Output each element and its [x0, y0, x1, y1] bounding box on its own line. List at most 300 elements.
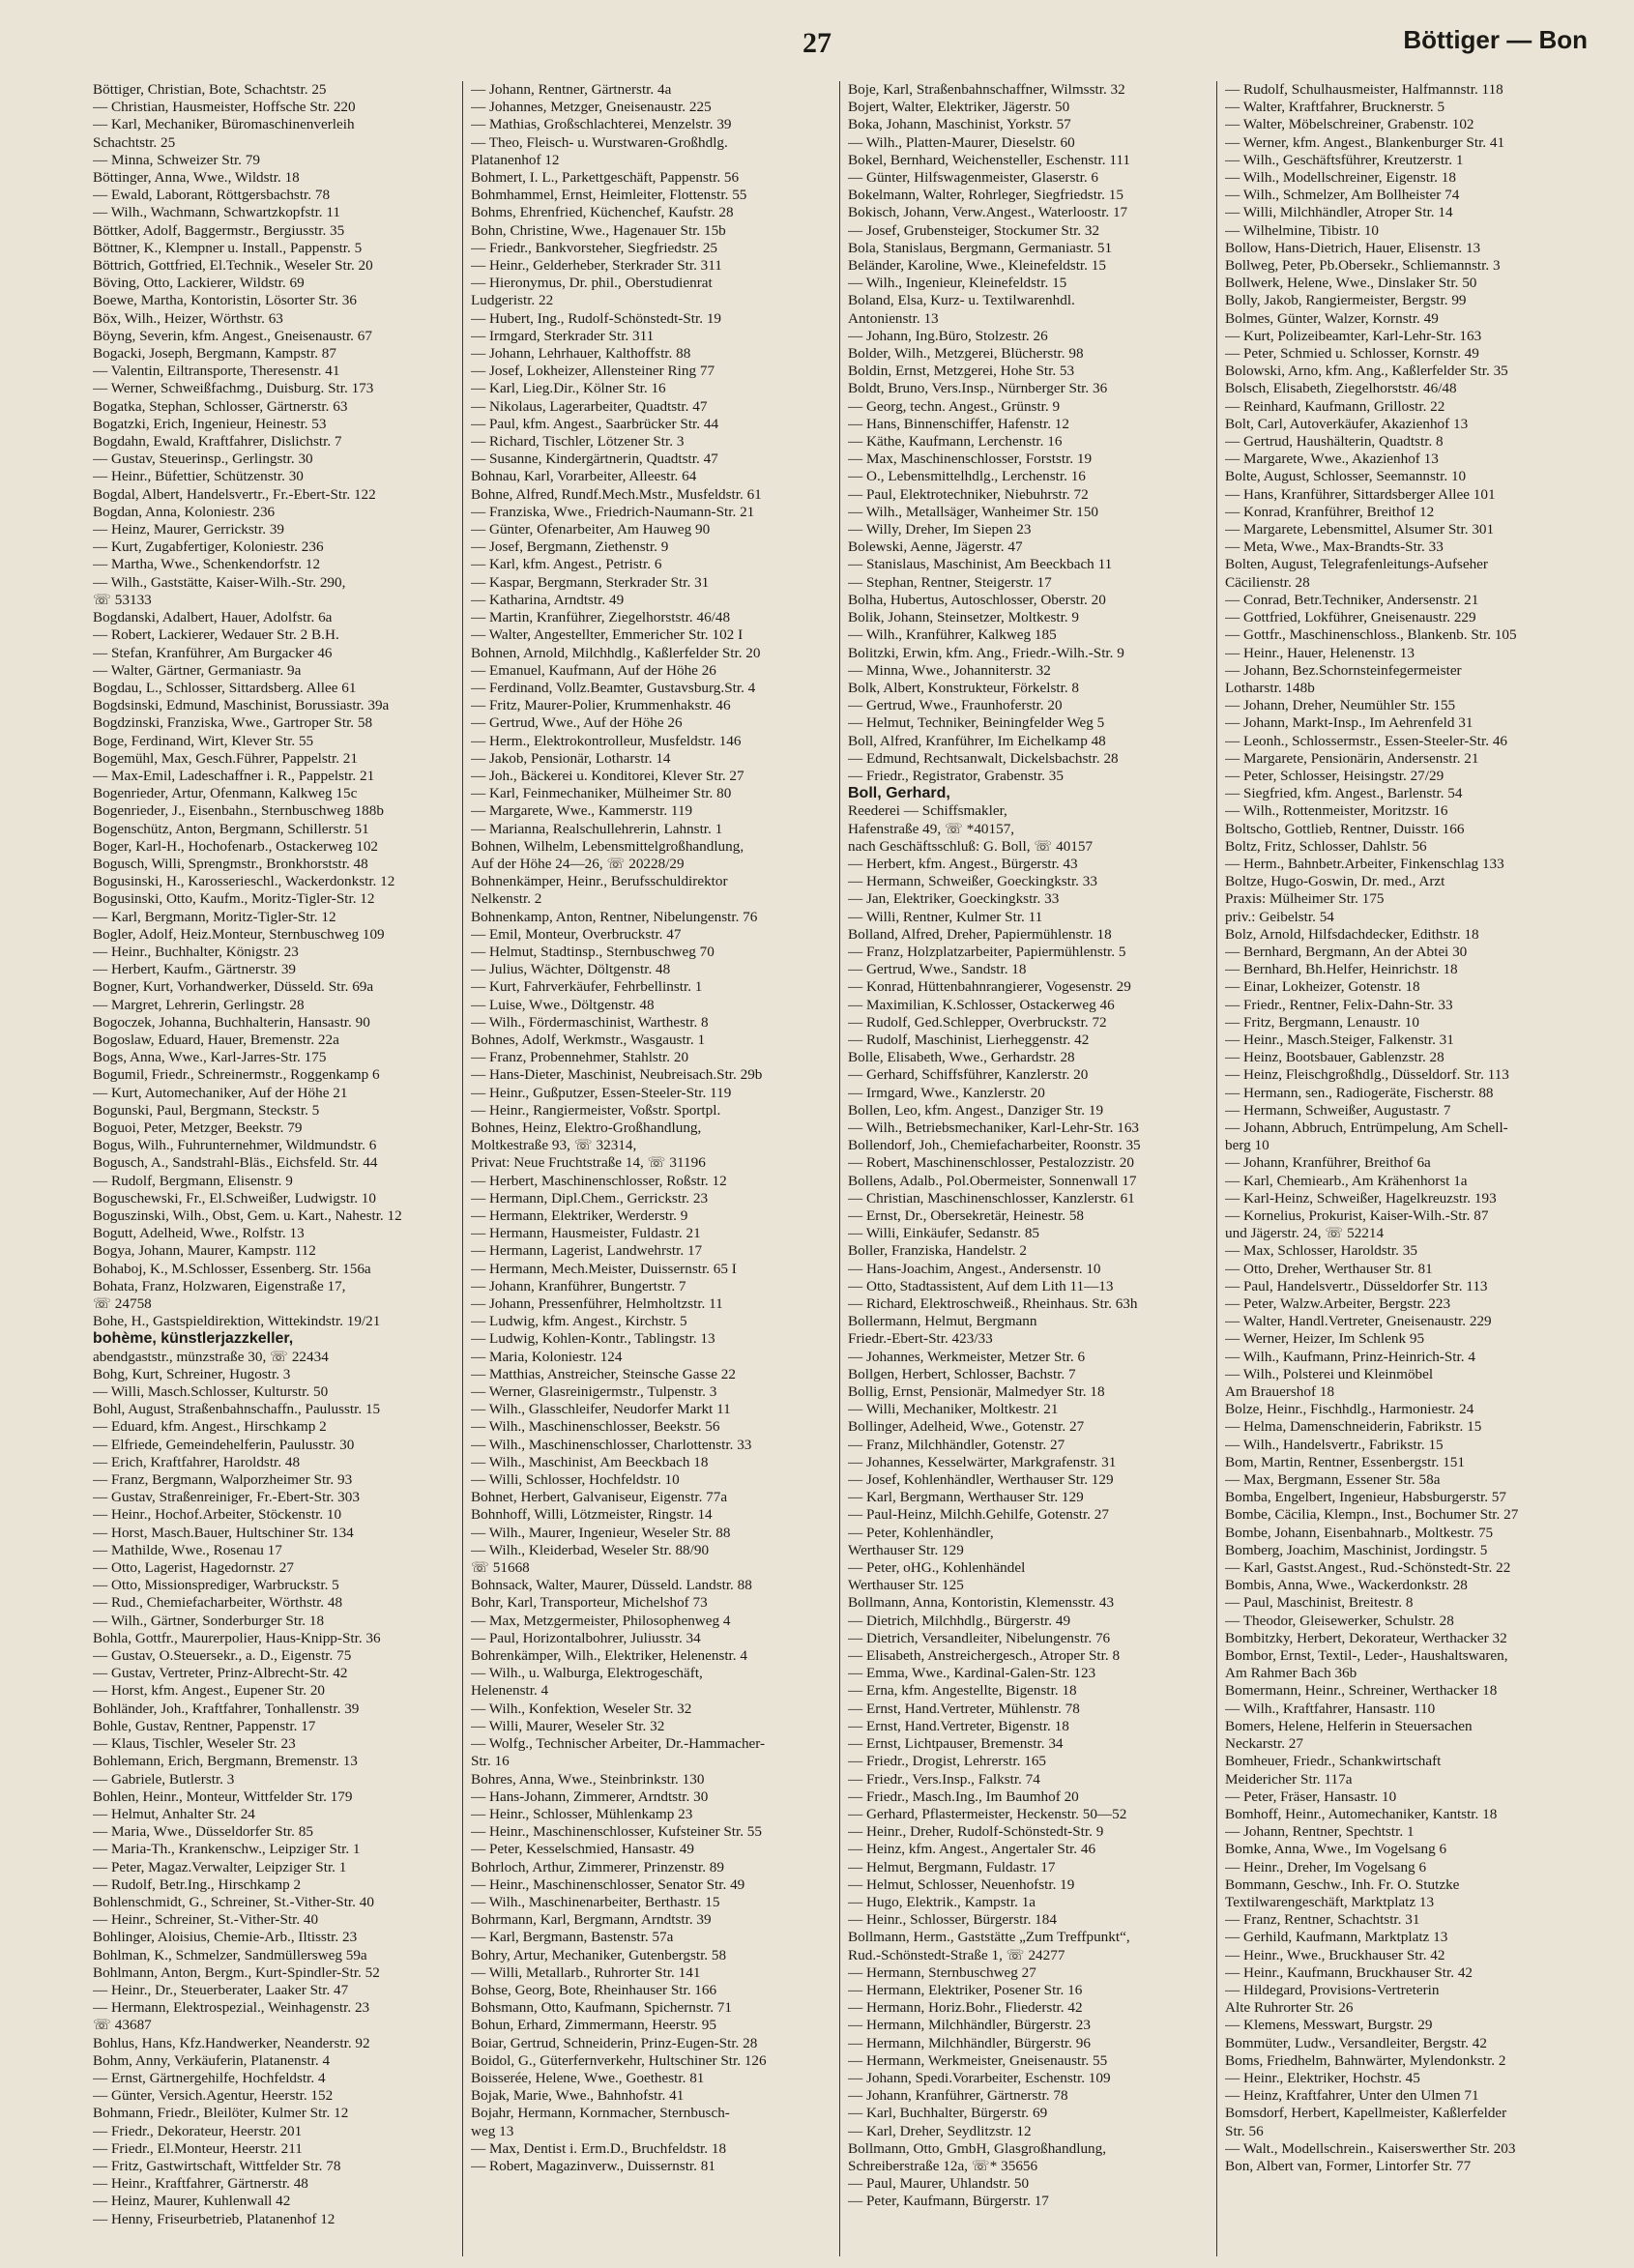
directory-entry: — Heinr., Schreiner, St.-Vither-Str. 40	[93, 1911, 319, 1929]
directory-entry: — Joh., Bäckerei u. Konditorei, Klever Str. 27	[471, 767, 744, 784]
directory-entry: — Hermann, Horiz.Bohr., Fliederstr. 42	[848, 1999, 1083, 2017]
directory-entry: Bogdahn, Ewald, Kraftfahrer, Dislichstr. 7	[93, 433, 342, 451]
directory-entry: berg 10	[1225, 1137, 1269, 1154]
directory-entry: — Gottfried, Lokführer, Gneisenaustr. 229	[1225, 609, 1476, 626]
directory-entry: — Ernst, Gärtnergehilfe, Hochfeldstr. 4	[93, 2069, 326, 2086]
directory-entry: Bohse, Georg, Bote, Rheinhauser Str. 166	[471, 1981, 717, 1998]
directory-entry: ☏ 43687	[93, 2017, 152, 2034]
directory-entry: — Max, Maschinenschlosser, Forststr. 19	[848, 451, 1093, 468]
directory-entry: Bomsdorf, Herbert, Kapellmeister, Kaßlerfelder	[1225, 2105, 1507, 2122]
directory-entry: Bogler, Adolf, Heiz.Monteur, Sternbuschweg 109	[93, 925, 385, 943]
directory-entry: — Theo, Fleisch- u. Wurstwaren-Großhdlg.	[471, 133, 728, 151]
directory-entry: — Wilh., Kranführer, Kalkweg 185	[848, 626, 1057, 644]
directory-entry: — Friedr., Registrator, Grabenstr. 35	[848, 767, 1064, 784]
directory-entry: — Gustav, O.Steuersekr., a. D., Eigenstr. 75	[93, 1647, 352, 1665]
directory-entry: Bolewski, Aenne, Jägerstr. 47	[848, 538, 1023, 556]
directory-entry: — Heinr., Dr., Steuerberater, Laaker Str. 47	[93, 1981, 349, 1998]
directory-entry: — Hieronymus, Dr. phil., Oberstudienrat	[471, 275, 713, 292]
directory-entry: — Mathias, Großschlachterei, Menzelstr. 39	[471, 116, 732, 133]
directory-entry: Praxis: Mülheimer Str. 175	[1225, 890, 1385, 908]
directory-entry: — Klemens, Messwart, Burgstr. 29	[1225, 2017, 1433, 2034]
directory-entry: — Karl, kfm. Angest., Petristr. 6	[471, 556, 662, 573]
directory-entry: Bolt, Carl, Autoverkäufer, Akazienhof 13	[1225, 415, 1469, 432]
directory-entry: — Gustav, Straßenreiniger, Fr.-Ebert-Str. 303	[93, 1489, 360, 1506]
directory-entry: Bogs, Anna, Wwe., Karl-Jarres-Str. 175	[93, 1049, 327, 1066]
directory-entry: — Wilh., Gärtner, Sonderburger Str. 18	[93, 1612, 325, 1629]
directory-entry: — Ernst, Dr., Obersekretär, Heinestr. 58	[848, 1207, 1085, 1224]
directory-entry: Bohms, Ehrenfried, Küchenchef, Kaufstr. 28	[471, 204, 734, 221]
directory-entry: — Wilh., Rottenmeister, Moritzstr. 16	[1225, 802, 1448, 820]
directory-entry: — Wilh., Betriebsmechaniker, Karl-Lehr-Str. 163	[848, 1119, 1140, 1136]
directory-entry: Bohrenkämper, Wilh., Elektriker, Helenenstr. 4	[471, 1647, 747, 1665]
directory-entry: — Willi, Masch.Schlosser, Kulturstr. 50	[93, 1383, 329, 1401]
directory-entry: — Helmut, Schlosser, Neuenhofstr. 19	[848, 1875, 1075, 1893]
directory-entry: Bohlenschmidt, G., Schreiner, St.-Vither-Str. 40	[93, 1893, 374, 1910]
directory-entry: Beländer, Karoline, Wwe., Kleinefeldstr. 15	[848, 257, 1106, 275]
directory-entry: — Walt., Modellschrein., Kaiserswerther Str. 203	[1225, 2139, 1516, 2157]
directory-entry: Bohr, Karl, Transporteur, Michelshof 73	[471, 1594, 708, 1612]
column-2	[462, 81, 839, 2256]
directory-entry: Bohrmann, Karl, Bergmann, Arndtstr. 39	[471, 1911, 712, 1929]
directory-entry: — Peter, Kaufmann, Bürgerstr. 17	[848, 2193, 1049, 2210]
directory-entry: Auf der Höhe 24—26, ☏ 20228/29	[471, 855, 685, 872]
directory-entry: — Kurt, Fahrverkäufer, Fehrbellinstr. 1	[471, 978, 703, 996]
directory-entry: Bohmann, Friedr., Bleilöter, Kulmer Str. 12	[93, 2105, 349, 2122]
directory-entry: Bogdanski, Adalbert, Hauer, Adolfstr. 6a	[93, 609, 333, 626]
directory-entry: Bogatka, Stephan, Schlosser, Gärtnerstr. 63	[93, 397, 348, 415]
directory-entry: — Hermann, Lagerist, Landwehrstr. 17	[471, 1242, 703, 1260]
directory-entry: — Hermann, Hausmeister, Fuldastr. 21	[471, 1225, 701, 1242]
directory-entry: Bojak, Marie, Wwe., Bahnhofstr. 41	[471, 2087, 685, 2105]
directory-entry: — Erna, kfm. Angestellte, Bigenstr. 18	[848, 1682, 1077, 1700]
directory-entry: — Josef, Kohlenhändler, Werthauser Str. 129	[848, 1471, 1114, 1489]
directory-entry: Bolder, Wilh., Metzgerei, Blücherstr. 98	[848, 345, 1084, 363]
directory-entry: — Karl, Mechaniker, Büromaschinenverleih	[93, 116, 355, 133]
directory-entry: Bohn, Christine, Wwe., Hagenauer Str. 15b	[471, 221, 726, 239]
directory-entry: — Bernhard, Bergmann, An der Abtei 30	[1225, 943, 1468, 960]
directory-entry: Bogunski, Paul, Bergmann, Steckstr. 5	[93, 1101, 320, 1119]
directory-entry: — Heinr., Kraftfahrer, Gärtnerstr. 48	[93, 2175, 308, 2193]
directory-entry: Bohmhammel, Ernst, Heimleiter, Flottenstr. 55	[471, 187, 747, 204]
directory-entry: Bohne, Alfred, Rundf.Mech.Mstr., Musfeldstr. 61	[471, 485, 762, 503]
directory-entry: — Ludwig, Kohlen-Kontr., Tablingstr. 13	[471, 1330, 715, 1348]
directory-entry: Böttinger, Anna, Wwe., Wildstr. 18	[93, 169, 300, 187]
directory-entry: — Einar, Lokheizer, Gotenstr. 18	[1225, 978, 1420, 996]
directory-entry: Bohaboj, K., M.Schlosser, Essenberg. Str. 156a	[93, 1260, 371, 1277]
directory-entry: — Rudolf, Betr.Ing., Hirschkamp 2	[93, 1875, 302, 1893]
directory-entry: Bombe, Johann, Eisenbahnarb., Moltkestr. 75	[1225, 1524, 1494, 1541]
directory-entry: — Peter, Magaz.Verwalter, Leipziger Str. 1	[93, 1858, 347, 1875]
directory-entry: Bollmann, Anna, Kontoristin, Klemensstr. 43	[848, 1594, 1115, 1612]
directory-entry: — Leonh., Schlossermstr., Essen-Steeler-Str. 46	[1225, 732, 1508, 749]
directory-entry: ☏ 51668	[471, 1559, 530, 1577]
directory-entry: weg 13	[471, 2122, 514, 2139]
directory-entry: — Dietrich, Milchhdlg., Bürgerstr. 49	[848, 1612, 1071, 1629]
directory-entry: — Herm., Elektrokontrolleur, Musfeldstr. 146	[471, 732, 742, 749]
directory-entry: — Hermann, Elektriker, Posener Str. 16	[848, 1981, 1083, 1998]
directory-entry: — Heinz, Maurer, Kuhlenwall 42	[93, 2193, 291, 2210]
directory-entry: Boidol, G., Güterfernverkehr, Hultschiner Str. 126	[471, 2051, 767, 2069]
directory-entry: — Hubert, Ing., Rudolf-Schönstedt-Str. 19	[471, 309, 722, 327]
directory-entry: — Gertrud, Wwe., Sandstr. 18	[848, 961, 1027, 978]
directory-entry: — Peter, Kesselschmied, Hansastr. 49	[471, 1841, 694, 1858]
directory-entry: — Gertrud, Wwe., Auf der Höhe 26	[471, 714, 683, 732]
directory-entry: Bolle, Elisabeth, Wwe., Gerhardstr. 28	[848, 1049, 1075, 1066]
directory-entry: Bohländer, Joh., Kraftfahrer, Tonhallenstr. 39	[93, 1700, 360, 1717]
directory-entry: — Hans, Binnenschiffer, Hafenstr. 12	[848, 415, 1069, 432]
directory-entry: abendgaststr., münzstraße 30, ☏ 22434	[93, 1348, 329, 1365]
directory-entry: Rud.-Schönstedt-Straße 1, ☏ 24277	[848, 1946, 1065, 1963]
directory-entry: — O., Lebensmittelhdlg., Lerchenstr. 16	[848, 468, 1086, 485]
directory-entry: — Paul, Maschinist, Breitestr. 8	[1225, 1594, 1414, 1612]
directory-entry: Am Rahmer Bach 36b	[1225, 1665, 1357, 1682]
directory-entry: Bohnenkämper, Heinr., Berufsschuldirektor	[471, 873, 728, 890]
directory-entry: — Ernst, Lichtpauser, Bremenstr. 34	[848, 1735, 1064, 1753]
directory-entry: Bohle, Gustav, Rentner, Pappenstr. 17	[93, 1717, 316, 1734]
directory-entry: Bohlen, Heinr., Monteur, Wittfelder Str. 179	[93, 1788, 353, 1805]
directory-entry: — Hans, Kranführer, Sittardsberger Allee 101	[1225, 485, 1496, 503]
directory-entry: — Johann, Markt-Insp., Im Aehrenfeld 31	[1225, 714, 1474, 732]
directory-entry: Bogdal, Albert, Handelsvertr., Fr.-Ebert-Str. 122	[93, 485, 376, 503]
directory-entry: — Wolfg., Technischer Arbeiter, Dr.-Hammacher-	[471, 1735, 766, 1753]
directory-entry: — Luise, Wwe., Döltgenstr. 48	[471, 996, 655, 1013]
directory-entry: — Max, Bergmann, Essener Str. 58a	[1225, 1471, 1441, 1489]
directory-entry: — Conrad, Betr.Techniker, Andersenstr. 21	[1225, 591, 1479, 608]
directory-entry: Bolz, Arnold, Hilfsdachdecker, Edithstr. 18	[1225, 925, 1479, 943]
directory-entry: Bollens, Adalb., Pol.Obermeister, Sonnenwall 17	[848, 1172, 1137, 1189]
directory-entry: — Werner, Heizer, Im Schlenk 95	[1225, 1330, 1425, 1348]
directory-entry: — Otto, Stadtassistent, Auf dem Lith 11—13	[848, 1277, 1114, 1294]
directory-entry: — Maria, Koloniestr. 124	[471, 1348, 623, 1365]
directory-entry: — Josef, Grubensteiger, Stockumer Str. 32	[848, 221, 1100, 239]
directory-entry: — Christian, Hausmeister, Hoffsche Str. 220	[93, 99, 356, 116]
directory-entry: — Gerhard, Pflastermeister, Heckenstr. 50—52	[848, 1805, 1127, 1822]
directory-entry: — Friedr., Dekorateur, Heerstr. 201	[93, 2122, 303, 2139]
directory-entry: Werthauser Str. 129	[848, 1541, 964, 1558]
directory-entry: Boltscho, Gottlieb, Rentner, Duisstr. 166	[1225, 820, 1465, 837]
directory-entry: — Maximilian, K.Schlosser, Ostackerweg 46	[848, 996, 1115, 1013]
directory-entry: Boguschewski, Fr., El.Schweißer, Ludwigstr. 10	[93, 1189, 376, 1207]
directory-entry: Bogenrieder, J., Eisenbahn., Sternbuschweg 188b	[93, 802, 384, 820]
directory-entry: — Hermann, Sternbuschweg 27	[848, 1963, 1036, 1981]
directory-entry: — Wilh., Handelsvertr., Fabrikstr. 15	[1225, 1436, 1444, 1453]
directory-entry: — Josef, Bergmann, Ziethenstr. 9	[471, 538, 669, 556]
directory-entry: Boll, Gerhard,	[848, 785, 950, 802]
directory-entry: — Günter, Versich.Agentur, Heerstr. 152	[93, 2087, 334, 2105]
directory-entry: — Stanislaus, Maschinist, Am Beeckbach 11	[848, 556, 1113, 573]
directory-entry: Boge, Ferdinand, Wirt, Klever Str. 55	[93, 732, 314, 749]
directory-entry: — Walter, Angestellter, Emmericher Str. 102 I	[471, 626, 744, 644]
directory-entry: Bom, Martin, Rentner, Essenbergstr. 151	[1225, 1453, 1465, 1470]
directory-entry: Bolik, Johann, Steinsetzer, Moltkestr. 9	[848, 609, 1079, 626]
directory-entry: — Rud., Chemiefacharbeiter, Wörthstr. 48	[93, 1594, 343, 1612]
directory-entry: Boltz, Fritz, Schlosser, Dahlstr. 56	[1225, 837, 1427, 855]
directory-entry: Bohm, Anny, Verkäuferin, Platanenstr. 4	[93, 2051, 331, 2069]
directory-entry: — Margarete, Pensionärin, Andersenstr. 21	[1225, 749, 1479, 767]
directory-entry: Boller, Franziska, Handelstr. 2	[848, 1242, 1027, 1260]
directory-entry: Boland, Elsa, Kurz- u. Textilwarenhdl.	[848, 292, 1075, 309]
directory-entry: — Willi, Mechaniker, Moltkestr. 21	[848, 1401, 1059, 1418]
directory-entry: — Werner, Schweißfachmg., Duisburg. Str. 173	[93, 380, 374, 397]
directory-entry: — Nikolaus, Lagerarbeiter, Quadtstr. 47	[471, 397, 708, 415]
directory-entry: Boewe, Martha, Kontoristin, Lösorter Str. 36	[93, 292, 357, 309]
directory-entry: — Franziska, Wwe., Friedrich-Naumann-Str. 21	[471, 503, 755, 520]
directory-entry: Bombor, Ernst, Textil-, Leder-, Haushaltswaren,	[1225, 1647, 1508, 1665]
directory-entry: Bombis, Anna, Wwe., Wackerdonkstr. 28	[1225, 1577, 1468, 1594]
directory-entry: — Johann, Abbruch, Entrümpelung, Am Schell-	[1225, 1119, 1508, 1136]
directory-entry: Böttiger, Christian, Bote, Schachtstr. 25	[93, 81, 327, 98]
directory-entry: Bogusch, A., Sandstrahl-Bläs., Eichsfeld. Str. 44	[93, 1154, 378, 1172]
directory-entry: — Jakob, Pensionär, Lotharstr. 14	[471, 749, 671, 767]
directory-entry: — Wilh., Maurer, Ingenieur, Weseler Str. 88	[471, 1524, 731, 1541]
directory-entry: Boisserée, Helene, Wwe., Goethestr. 81	[471, 2069, 705, 2086]
directory-entry: — Walter, Kraftfahrer, Brucknerstr. 5	[1225, 99, 1445, 116]
directory-entry: — Wilh., Maschinenschlosser, Charlottenstr. 33	[471, 1436, 752, 1453]
directory-entry: — Helmut, Techniker, Beiningfelder Weg 5	[848, 714, 1105, 732]
directory-entry: Bogdzinski, Franziska, Wwe., Gartroper Str. 58	[93, 714, 373, 732]
directory-entry: Bogumil, Friedr., Schreinermstr., Roggenkamp 6	[93, 1066, 380, 1084]
directory-entry: Bombe, Cäcilia, Klempn., Inst., Bochumer Str. 27	[1225, 1506, 1519, 1524]
directory-entry: Bogoczek, Johanna, Buchhalterin, Hansastr. 90	[93, 1013, 370, 1031]
directory-entry: — Max, Metzgermeister, Philosophenweg 4	[471, 1612, 731, 1629]
directory-entry: — Hermann, Schweißer, Goeckingkstr. 33	[848, 873, 1097, 890]
directory-entry: — Wilh., Wachmann, Schwartzkopfstr. 11	[93, 204, 341, 221]
directory-entry: — Gerhard, Schiffsführer, Kanzlerstr. 20	[848, 1066, 1089, 1084]
directory-entry: — Wilh., Konfektion, Weseler Str. 32	[471, 1700, 692, 1717]
directory-entry: Böttker, Adolf, Baggermstr., Bergiusstr. 35	[93, 221, 345, 239]
running-head: Böttiger — Bon	[1403, 25, 1588, 54]
directory-entry: — Stephan, Rentner, Steigerstr. 17	[848, 573, 1052, 591]
directory-entry: Bohlemann, Erich, Bergmann, Bremenstr. 13	[93, 1753, 358, 1770]
directory-entry: — Heinr., Wwe., Bruckhauser Str. 42	[1225, 1946, 1445, 1963]
directory-entry: — Edmund, Rechtsanwalt, Dickelsbachstr. 28	[848, 749, 1119, 767]
directory-entry: Bollig, Ernst, Pensionär, Malmedyer Str. 18	[848, 1383, 1105, 1401]
directory-entry: — Karl, Chemiearb., Am Krähenhorst 1a	[1225, 1172, 1468, 1189]
directory-entry: — Wilh., Platten-Maurer, Dieselstr. 60	[848, 133, 1075, 151]
directory-entry: — Gottfr., Maschinenschloss., Blankenb. Str. 105	[1225, 626, 1517, 644]
directory-entry: Ludgeristr. 22	[471, 292, 554, 309]
directory-entry: Bokelmann, Walter, Rohrleger, Siegfriedstr. 15	[848, 187, 1123, 204]
directory-entry: Bojert, Walter, Elektriker, Jägerstr. 50	[848, 99, 1070, 116]
directory-entry: Bohrloch, Arthur, Zimmerer, Prinzenstr. 89	[471, 1858, 724, 1875]
directory-entry: — Ludwig, kfm. Angest., Kirchstr. 5	[471, 1313, 687, 1330]
directory-entry: — Hermann, Mech.Meister, Duissernstr. 65 I	[471, 1260, 737, 1277]
directory-entry: — Emil, Monteur, Overbruckstr. 47	[471, 925, 682, 943]
directory-entry: — Helma, Damenschneiderin, Fabrikstr. 15	[1225, 1418, 1482, 1436]
directory-entry: Boger, Karl-H., Hochofenarb., Ostackerweg 102	[93, 837, 379, 855]
directory-entry: — Wilh., Kraftfahrer, Hansastr. 110	[1225, 1700, 1436, 1717]
directory-entry: — Fritz, Gastwirtschaft, Wittfelder Str. 78	[93, 2157, 341, 2174]
directory-entry: — Johann, Ing.Büro, Stolzestr. 26	[848, 327, 1048, 344]
directory-entry: — Kurt, Automechaniker, Auf der Höhe 21	[93, 1084, 348, 1101]
column-3	[839, 81, 1216, 2256]
directory-entry: Böttner, K., Klempner u. Install., Pappenstr. 5	[93, 239, 363, 256]
directory-entry: — Maria, Wwe., Düsseldorfer Str. 85	[93, 1823, 313, 1841]
directory-entry: — Dietrich, Versandleiter, Nibelungenstr. 76	[848, 1629, 1111, 1646]
directory-entry: — Heinr., Hochof.Arbeiter, Stöckenstr. 10	[93, 1506, 342, 1524]
directory-entry: Bohlus, Hans, Kfz.Handwerker, Neanderstr. 92	[93, 2034, 370, 2051]
directory-entry: — Wilh., Schmelzer, Am Bollheister 74	[1225, 187, 1460, 204]
directory-entry: — Johannes, Metzger, Gneisenaustr. 225	[471, 99, 712, 116]
directory-entry: — Max, Dentist i. Erm.D., Bruchfeldstr. 18	[471, 2139, 727, 2157]
directory-entry: Am Brauershof 18	[1225, 1383, 1335, 1401]
directory-entry: Privat: Neue Fruchtstraße 14, ☏ 31196	[471, 1154, 706, 1172]
directory-entry: — Karl, Bergmann, Werthauser Str. 129	[848, 1489, 1084, 1506]
directory-entry: — Horst, kfm. Angest., Eupener Str. 20	[93, 1682, 326, 1700]
directory-entry: — Friedr., Masch.Ing., Im Baumhof 20	[848, 1788, 1079, 1805]
directory-entry: — Wilh., Maschinist, Am Beeckbach 18	[471, 1453, 709, 1470]
directory-entry: — Heinr., Dreher, Rudolf-Schönstedt-Str. 9	[848, 1823, 1104, 1841]
directory-entry: — Peter, Schmied u. Schlosser, Kornstr. 49	[1225, 345, 1479, 363]
directory-entry: — Maria-Th., Krankenschw., Leipziger Str. 1	[93, 1841, 361, 1858]
directory-entry: — Christian, Maschinenschlosser, Kanzlerstr. 61	[848, 1189, 1135, 1207]
directory-entry: Bogemühl, Max, Gesch.Führer, Pappelstr. 21	[93, 749, 358, 767]
directory-entry: Friedr.-Ebert-Str. 423/33	[848, 1330, 993, 1348]
directory-entry: Bogus, Wilh., Fuhrunternehmer, Wildmundstr. 6	[93, 1137, 377, 1154]
directory-entry: — Kurt, Zugabfertiger, Koloniestr. 236	[93, 538, 324, 556]
directory-entry: — Willi, Rentner, Kulmer Str. 11	[848, 908, 1043, 925]
directory-entry: — Karl, Bergmann, Bastenstr. 57a	[471, 1929, 674, 1946]
directory-entry: Bogatzki, Erich, Ingenieur, Heinestr. 53	[93, 415, 327, 432]
directory-entry: Bomheuer, Friedr., Schankwirtschaft	[1225, 1753, 1442, 1770]
directory-entry: — Friedr., Bankvorsteher, Siegfriedstr. 25	[471, 239, 718, 256]
directory-entry: — Wilh., Metallsäger, Wanheimer Str. 150	[848, 503, 1098, 520]
directory-entry: ☏ 24758	[93, 1295, 152, 1313]
directory-entry: — Johann, Kranführer, Gärtnerstr. 78	[848, 2087, 1068, 2105]
directory-entry: — Wilh., Ingenieur, Kleinefeldstr. 15	[848, 275, 1067, 292]
directory-entry: Nelkenstr. 2	[471, 890, 542, 908]
directory-entry: — Jan, Elektriker, Goeckingkstr. 33	[848, 890, 1060, 908]
directory-entry: — Karl, Feinmechaniker, Mülheimer Str. 80	[471, 785, 732, 802]
directory-entry: — Wilh., Polsterei und Kleinmöbel	[1225, 1365, 1434, 1382]
directory-entry: Bohnes, Heinz, Elektro-Großhandlung,	[471, 1119, 702, 1136]
directory-entry: — Johann, Rentner, Spechtstr. 1	[1225, 1823, 1415, 1841]
directory-entry: — Georg, techn. Angest., Grünstr. 9	[848, 397, 1061, 415]
directory-entry: — Heinz, Maurer, Gerrickstr. 39	[93, 521, 285, 538]
directory-entry: — Peter, Fräser, Hansastr. 10	[1225, 1788, 1397, 1805]
directory-entry: nach Geschäftsschluß: G. Boll, ☏ 40157	[848, 837, 1094, 855]
directory-columns	[85, 81, 1593, 2256]
directory-entry: Bohun, Erhard, Zimmermann, Heerstr. 95	[471, 2017, 716, 2034]
directory-entry: Moltkestraße 93, ☏ 32314,	[471, 1137, 637, 1154]
directory-entry: Boje, Karl, Straßenbahnschaffner, Wilmsstr. 32	[848, 81, 1125, 98]
directory-entry: — Heinr., Gelderheber, Sterkrader Str. 311	[471, 257, 722, 275]
directory-entry: — Helmut, Stadtinsp., Sternbuschweg 70	[471, 943, 715, 960]
directory-entry: Bohnen, Wilhelm, Lebensmittelgroßhandlung,	[471, 837, 744, 855]
directory-entry: — Kurt, Polizeibeamter, Karl-Lehr-Str. 163	[1225, 327, 1482, 344]
column-1	[85, 81, 462, 2256]
directory-entry: — Gerhild, Kaufmann, Marktplatz 13	[1225, 1929, 1448, 1946]
directory-entry: — Hugo, Elektrik., Kampstr. 1a	[848, 1893, 1036, 1910]
directory-entry: Hafenstraße 49, ☏ *40157,	[848, 820, 1015, 837]
directory-entry: — Irmgard, Sterkrader Str. 311	[471, 327, 655, 344]
directory-entry: — Paul, kfm. Angest., Saarbrücker Str. 44	[471, 415, 719, 432]
directory-entry: Böttrich, Gottfried, El.Technik., Weseler Str. 20	[93, 257, 373, 275]
directory-entry: Bolha, Hubertus, Autoschlosser, Oberstr. 20	[848, 591, 1106, 608]
directory-entry: — Herbert, kfm. Angest., Bürgerstr. 43	[848, 855, 1078, 872]
directory-entry: Bollinger, Adelheid, Wwe., Gotenstr. 27	[848, 1418, 1085, 1436]
directory-entry: — Johann, Lehrhauer, Kalthoffstr. 88	[471, 345, 691, 363]
directory-entry: Bohata, Franz, Holzwaren, Eigenstraße 17,	[93, 1277, 346, 1294]
directory-entry: Bohl, August, Straßenbahnschaffn., Paulusstr. 15	[93, 1401, 381, 1418]
directory-entry: — Paul-Heinz, Milchh.Gehilfe, Gotenstr. 27	[848, 1506, 1109, 1524]
directory-entry: — Johann, Dreher, Neumühler Str. 155	[1225, 697, 1456, 714]
directory-entry: Bolten, August, Telegrafenleitungs-Aufseher	[1225, 556, 1488, 573]
directory-entry: Bollermann, Helmut, Bergmann	[848, 1313, 1037, 1330]
directory-entry: — Heinr., Gußputzer, Essen-Steeler-Str. 119	[471, 1084, 732, 1101]
directory-entry: Bombitzky, Herbert, Dekorateur, Werthacker 32	[1225, 1629, 1507, 1646]
directory-entry: — Hermann, Milchhändler, Bürgerstr. 23	[848, 2017, 1091, 2034]
directory-entry: — Wilh., Modellschreiner, Eigenstr. 18	[1225, 169, 1456, 187]
directory-entry: — Katharina, Arndtstr. 49	[471, 591, 625, 608]
directory-entry: — Friedr., El.Monteur, Heerstr. 211	[93, 2139, 303, 2157]
directory-entry: Boltze, Hugo-Goswin, Dr. med., Arzt	[1225, 873, 1445, 890]
directory-entry: — Minna, Schweizer Str. 79	[93, 151, 260, 168]
directory-entry: — Gustav, Steuerinsp., Gerlingstr. 30	[93, 451, 313, 468]
directory-entry: Neckarstr. 27	[1225, 1735, 1303, 1753]
directory-entry: — Susanne, Kindergärtnerin, Quadtstr. 47	[471, 451, 718, 468]
directory-entry: Bolk, Albert, Konstrukteur, Förkelstr. 8	[848, 679, 1080, 696]
directory-entry: — Karl, Gastst.Angest., Rud.-Schönstedt-Str. 22	[1225, 1559, 1511, 1577]
directory-entry: — Robert, Lackierer, Wedauer Str. 2 B.H.	[93, 626, 339, 644]
directory-entry: — Robert, Maschinenschlosser, Pestalozzistr. 20	[848, 1154, 1134, 1172]
directory-entry: — Josef, Lokheizer, Allensteiner Ring 77	[471, 363, 715, 380]
directory-entry: — Martha, Wwe., Schenkendorfstr. 12	[93, 556, 321, 573]
directory-entry: — Hans-Joachim, Angest., Andersenstr. 10	[848, 1260, 1101, 1277]
directory-entry: — Reinhard, Kaufmann, Grillostr. 22	[1225, 397, 1445, 415]
directory-entry: Bohnhoff, Willi, Lötzmeister, Ringstr. 14	[471, 1506, 713, 1524]
directory-entry: Boguoi, Peter, Metzger, Beekstr. 79	[93, 1119, 303, 1136]
directory-entry: — Heinr., Hauer, Helenenstr. 13	[1225, 644, 1415, 661]
directory-entry: — Peter, oHG., Kohlenhändel	[848, 1559, 1026, 1577]
directory-entry: — Valentin, Eiltransporte, Theresenstr. 41	[93, 363, 340, 380]
directory-entry: Böving, Otto, Lackierer, Wildstr. 69	[93, 275, 305, 292]
directory-entry: — Heinr., Maschinenschlosser, Kufsteiner Str. 55	[471, 1823, 762, 1841]
directory-entry: — Willi, Milchhändler, Atroper Str. 14	[1225, 204, 1453, 221]
directory-entry: — Theodor, Gleisewerker, Schulstr. 28	[1225, 1612, 1454, 1629]
directory-entry: — Paul, Handelsvertr., Düsseldorfer Str. 113	[1225, 1277, 1488, 1294]
directory-entry: Bohnenkamp, Anton, Rentner, Nibelungenstr. 76	[471, 908, 758, 925]
directory-entry: Böx, Wilh., Heizer, Wörthstr. 63	[93, 309, 283, 327]
directory-entry: Werthauser Str. 125	[848, 1577, 964, 1594]
directory-entry: — Hermann, Elektriker, Werderstr. 9	[471, 1207, 688, 1224]
directory-entry: Boldt, Bruno, Vers.Insp., Nürnberger Str. 36	[848, 380, 1108, 397]
directory-entry: Bohnau, Karl, Vorarbeiter, Alleestr. 64	[471, 468, 697, 485]
directory-entry: Bojahr, Hermann, Kornmacher, Sternbusch-	[471, 2105, 730, 2122]
directory-entry: — Klaus, Tischler, Weseler Str. 23	[93, 1735, 296, 1753]
directory-entry: — Johann, Spedi.Vorarbeiter, Eschenstr. 109	[848, 2069, 1111, 2086]
directory-entry: Bomberg, Joachim, Maschinist, Jordingstr. 5	[1225, 1541, 1488, 1558]
directory-entry: Bola, Stanislaus, Bergmann, Germaniastr. 51	[848, 239, 1113, 256]
directory-entry: — Ernst, Hand.Vertreter, Mühlenstr. 78	[848, 1700, 1080, 1717]
directory-entry: — Wilhelmine, Tibistr. 10	[1225, 221, 1380, 239]
directory-entry: Bogacki, Joseph, Bergmann, Kampstr. 87	[93, 345, 336, 363]
directory-entry: — Heinr., Schlosser, Bürgerstr. 184	[848, 1911, 1057, 1929]
directory-entry: — Mathilde, Wwe., Rosenau 17	[93, 1541, 282, 1558]
directory-entry: — Heinr., Dreher, Im Vogelsang 6	[1225, 1858, 1427, 1875]
directory-entry: — Heinr., Elektriker, Hochstr. 45	[1225, 2069, 1420, 2086]
directory-entry: — Kaspar, Bergmann, Sterkrader Str. 31	[471, 573, 710, 591]
directory-entry: — Wilh., Geschäftsführer, Kreutzerstr. 1	[1225, 151, 1464, 168]
directory-entry: — Willi, Einkäufer, Sedanstr. 85	[848, 1225, 1040, 1242]
directory-entry: — Wilh., Maschinenschlosser, Beekstr. 56	[471, 1418, 720, 1436]
directory-entry: — Marianna, Realschullehrerin, Lahnstr. 1	[471, 820, 723, 837]
directory-entry: Bogner, Kurt, Vorhandwerker, Düsseld. Str. 69a	[93, 978, 374, 996]
directory-entry: Bollow, Hans-Dietrich, Hauer, Elisenstr. 13	[1225, 239, 1481, 256]
directory-entry: — Otto, Dreher, Werthauser Str. 81	[1225, 1260, 1433, 1277]
directory-entry: — Franz, Holzplatzarbeiter, Papiermühlenstr. 5	[848, 943, 1126, 960]
directory-entry: Boll, Alfred, Kranführer, Im Eichelkamp 48	[848, 732, 1106, 749]
